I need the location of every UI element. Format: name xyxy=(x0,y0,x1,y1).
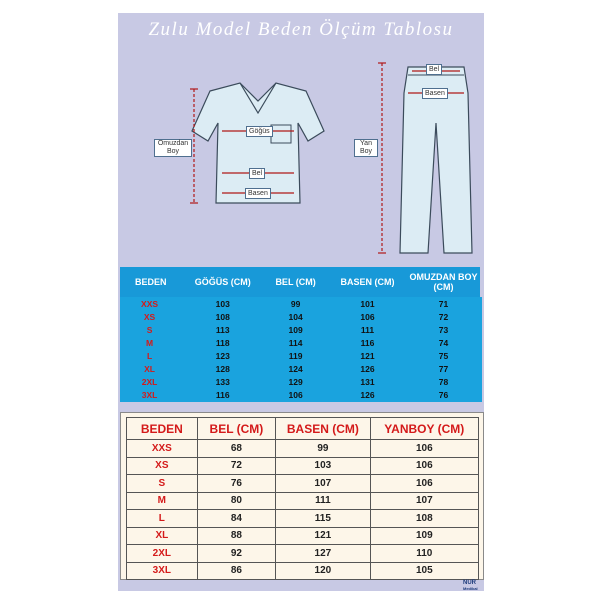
size-cell: S xyxy=(127,475,198,493)
value-cell: 128 xyxy=(182,363,264,376)
size-cell: 2XL xyxy=(127,545,198,563)
size-cell: L xyxy=(127,510,198,528)
value-cell: 109 xyxy=(370,527,478,545)
logo-text: NUR xyxy=(463,580,476,586)
bel-label-top: Bel xyxy=(249,168,265,179)
yan-text: Yan xyxy=(360,140,372,147)
value-cell: 68 xyxy=(197,440,275,458)
value-cell: 106 xyxy=(327,311,407,324)
header-bel-2: BEL (CM) xyxy=(197,418,275,440)
value-cell: 116 xyxy=(327,337,407,350)
value-cell: 99 xyxy=(264,298,328,311)
value-cell: 120 xyxy=(276,562,370,580)
yan-boy-text: Boy xyxy=(359,148,373,155)
table-row xyxy=(127,440,479,458)
value-cell: 103 xyxy=(182,298,264,311)
value-cell: 114 xyxy=(264,337,328,350)
value-cell: 119 xyxy=(264,350,328,363)
value-cell: 101 xyxy=(327,298,407,311)
size-cell: XS xyxy=(127,457,198,475)
header-basen-2: BASEN (CM) xyxy=(276,418,370,440)
value-cell: 78 xyxy=(408,376,480,389)
logo-subtext: Medikal xyxy=(463,586,478,591)
value-cell: 106 xyxy=(370,475,478,493)
table-row xyxy=(120,376,480,389)
garment-diagram xyxy=(118,53,484,268)
value-cell: 121 xyxy=(276,527,370,545)
value-cell: 92 xyxy=(197,545,275,563)
size-cell: M xyxy=(120,337,182,350)
value-cell: 131 xyxy=(327,376,407,389)
value-cell: 107 xyxy=(370,492,478,510)
value-cell: 106 xyxy=(370,457,478,475)
size-cell: XL xyxy=(120,363,182,376)
basen-label-pants: Basen xyxy=(422,88,448,99)
value-cell: 126 xyxy=(327,363,407,376)
header-yanboy: YANBOY (CM) xyxy=(370,418,478,440)
size-cell: XL xyxy=(127,527,198,545)
table-row xyxy=(127,545,479,563)
value-cell: 86 xyxy=(197,562,275,580)
omuzdan-text: Omuzdan xyxy=(157,140,189,147)
value-cell: 110 xyxy=(370,545,478,563)
value-cell: 115 xyxy=(276,510,370,528)
header-beden: BEDEN xyxy=(120,267,182,298)
value-cell: 106 xyxy=(264,389,328,402)
value-cell: 72 xyxy=(197,457,275,475)
table-row xyxy=(120,311,480,324)
value-cell: 84 xyxy=(197,510,275,528)
yan-boy-label xyxy=(354,139,378,157)
value-cell: 123 xyxy=(182,350,264,363)
value-cell: 133 xyxy=(182,376,264,389)
value-cell: 73 xyxy=(408,324,480,337)
value-cell: 76 xyxy=(197,475,275,493)
table-row xyxy=(127,562,479,580)
value-cell: 111 xyxy=(327,324,407,337)
table-row xyxy=(127,510,479,528)
table-row xyxy=(120,363,480,376)
header-omuzdan-boy: OMUZDAN BOY (CM) xyxy=(408,267,480,298)
value-cell: 121 xyxy=(327,350,407,363)
table-row xyxy=(120,298,480,311)
value-cell: 105 xyxy=(370,562,478,580)
value-cell: 99 xyxy=(276,440,370,458)
omuzdan-boy-label xyxy=(154,139,192,157)
size-cell: S xyxy=(120,324,182,337)
header-beden-2: BEDEN xyxy=(127,418,198,440)
value-cell: 127 xyxy=(276,545,370,563)
page-title: Zulu Model Beden Ölçüm Tablosu xyxy=(148,19,454,40)
value-cell: 129 xyxy=(264,376,328,389)
bottom-size-table-frame xyxy=(120,412,484,580)
value-cell: 108 xyxy=(370,510,478,528)
size-cell: XXS xyxy=(127,440,198,458)
value-cell: 107 xyxy=(276,475,370,493)
size-cell: 3XL xyxy=(120,389,182,402)
table-row xyxy=(127,527,479,545)
value-cell: 108 xyxy=(182,311,264,324)
value-cell: 71 xyxy=(408,298,480,311)
boy-text: Boy xyxy=(166,148,180,155)
header-bel: BEL (CM) xyxy=(264,267,328,298)
gogus-label: Göğüs xyxy=(246,126,273,137)
value-cell: 104 xyxy=(264,311,328,324)
value-cell: 77 xyxy=(408,363,480,376)
value-cell: 72 xyxy=(408,311,480,324)
table-row xyxy=(127,492,479,510)
top-size-table xyxy=(120,267,482,402)
size-cell: XXS xyxy=(120,298,182,311)
size-cell: L xyxy=(120,350,182,363)
table-row xyxy=(120,324,480,337)
table-row xyxy=(120,350,480,363)
bel-label-pants: Bel xyxy=(426,64,442,75)
table-row xyxy=(127,475,479,493)
value-cell: 109 xyxy=(264,324,328,337)
table-row xyxy=(120,337,480,350)
header-basen: BASEN (CM) xyxy=(327,267,407,298)
value-cell: 111 xyxy=(276,492,370,510)
size-cell: 2XL xyxy=(120,376,182,389)
basen-label-top: Basen xyxy=(245,188,271,199)
scrub-top-shape xyxy=(192,83,324,203)
value-cell: 116 xyxy=(182,389,264,402)
value-cell: 80 xyxy=(197,492,275,510)
size-cell: XS xyxy=(120,311,182,324)
value-cell: 76 xyxy=(408,389,480,402)
value-cell: 124 xyxy=(264,363,328,376)
bottom-size-table xyxy=(126,417,479,580)
value-cell: 126 xyxy=(327,389,407,402)
table-row xyxy=(127,457,479,475)
value-cell: 74 xyxy=(408,337,480,350)
value-cell: 106 xyxy=(370,440,478,458)
size-cell: 3XL xyxy=(127,562,198,580)
header-gogus: GÖĞÜS (CM) xyxy=(182,267,264,298)
value-cell: 118 xyxy=(182,337,264,350)
value-cell: 88 xyxy=(197,527,275,545)
size-cell: M xyxy=(127,492,198,510)
value-cell: 113 xyxy=(182,324,264,337)
illustration xyxy=(118,53,484,268)
table-row xyxy=(120,389,480,402)
value-cell: 103 xyxy=(276,457,370,475)
value-cell: 75 xyxy=(408,350,480,363)
brand-logo xyxy=(463,580,478,592)
